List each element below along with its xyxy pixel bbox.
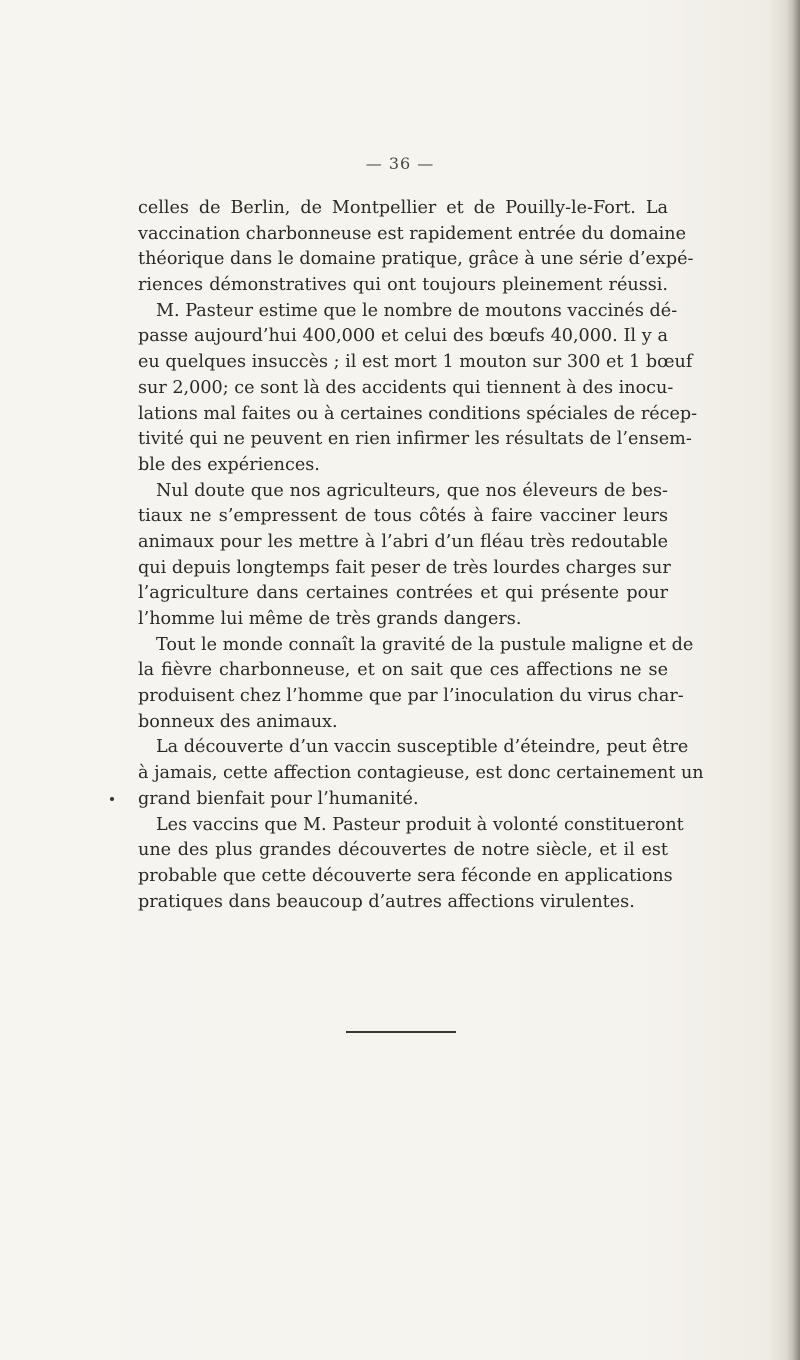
- text-line: tivité qui ne peuvent en rien infirmer les résultats de l’ensem-: [138, 429, 692, 450]
- paragraph-start-line: Nul doute que nos agriculteurs, que nos éleveurs de bes-: [156, 480, 668, 501]
- page-edge-shadow: [786, 0, 800, 1360]
- paragraph-start-line: La découverte d’un vaccin susceptible d’éteindre, peut être: [156, 737, 689, 758]
- paragraph-end-line: ble des expériences.: [138, 454, 320, 475]
- text-line: passe aujourd’hui 400,000 et celui des bœufs 40,000. Il y a: [138, 326, 668, 347]
- text-line: la fièvre charbonneuse, et on sait que ces affections ne se: [138, 660, 668, 681]
- text-line: lations mal faites ou à certaines conditions spéciales de récep-: [138, 403, 698, 424]
- paragraph-start-line: M. Pasteur estime que le nombre de moutons vaccinés dé-: [156, 300, 678, 321]
- text-line: animaux pour les mettre à l’abri d’un fléau très redoutable: [138, 531, 668, 552]
- text-line: celles de Berlin, de Montpellier et de Pouilly-le-Fort. La: [138, 198, 668, 218]
- paragraph-start-line: Les vaccins que M. Pasteur produit à volonté constitueront: [156, 814, 684, 835]
- text-line: tiaux ne s’empressent de tous côtés à faire vacciner leurs: [138, 506, 668, 527]
- text-line: à jamais, cette affection contagieuse, est donc certainement un: [138, 763, 704, 784]
- paragraph-end-line: grand bienfait pour l’humanité.: [138, 788, 419, 809]
- closing-rule: [346, 1031, 456, 1033]
- paragraph-start-line: Tout le monde connaît la gravité de la pustule maligne et de: [156, 634, 694, 655]
- text-line: sur 2,000; ce sont là des accidents qui tiennent à des inocu-: [138, 377, 674, 398]
- paragraph-end-line: pratiques dans beaucoup d’autres affections virulentes.: [138, 891, 635, 912]
- text-line: riences démonstratives qui ont toujours pleinement réussi.: [138, 275, 668, 296]
- margin-mark: [110, 797, 114, 801]
- page-number: — 36 —: [365, 154, 435, 173]
- text-line: l’agriculture dans certaines contrées et qui présente pour: [138, 583, 668, 604]
- text-line: eu quelques insuccès ; il est mort 1 mouton sur 300 et 1 bœuf: [138, 352, 693, 373]
- text-line: une des plus grandes découvertes de notre siècle, et il est: [138, 840, 668, 861]
- paragraph-end-line: bonneux des animaux.: [138, 711, 338, 732]
- text-line: qui depuis longtemps fait peser de très lourdes charges sur: [138, 557, 671, 578]
- paragraph-end-line: l’homme lui même de très grands dangers.: [138, 609, 522, 629]
- body-text: [138, 196, 704, 915]
- text-line: théorique dans le domaine pratique, grâce à une série d’expé-: [138, 249, 694, 270]
- text-line: probable que cette découverte sera féconde en applications: [138, 865, 673, 886]
- text-line: produisent chez l’homme que par l’inoculation du virus char-: [138, 686, 684, 707]
- text-line: vaccination charbonneuse est rapidement entrée du domaine: [138, 223, 687, 244]
